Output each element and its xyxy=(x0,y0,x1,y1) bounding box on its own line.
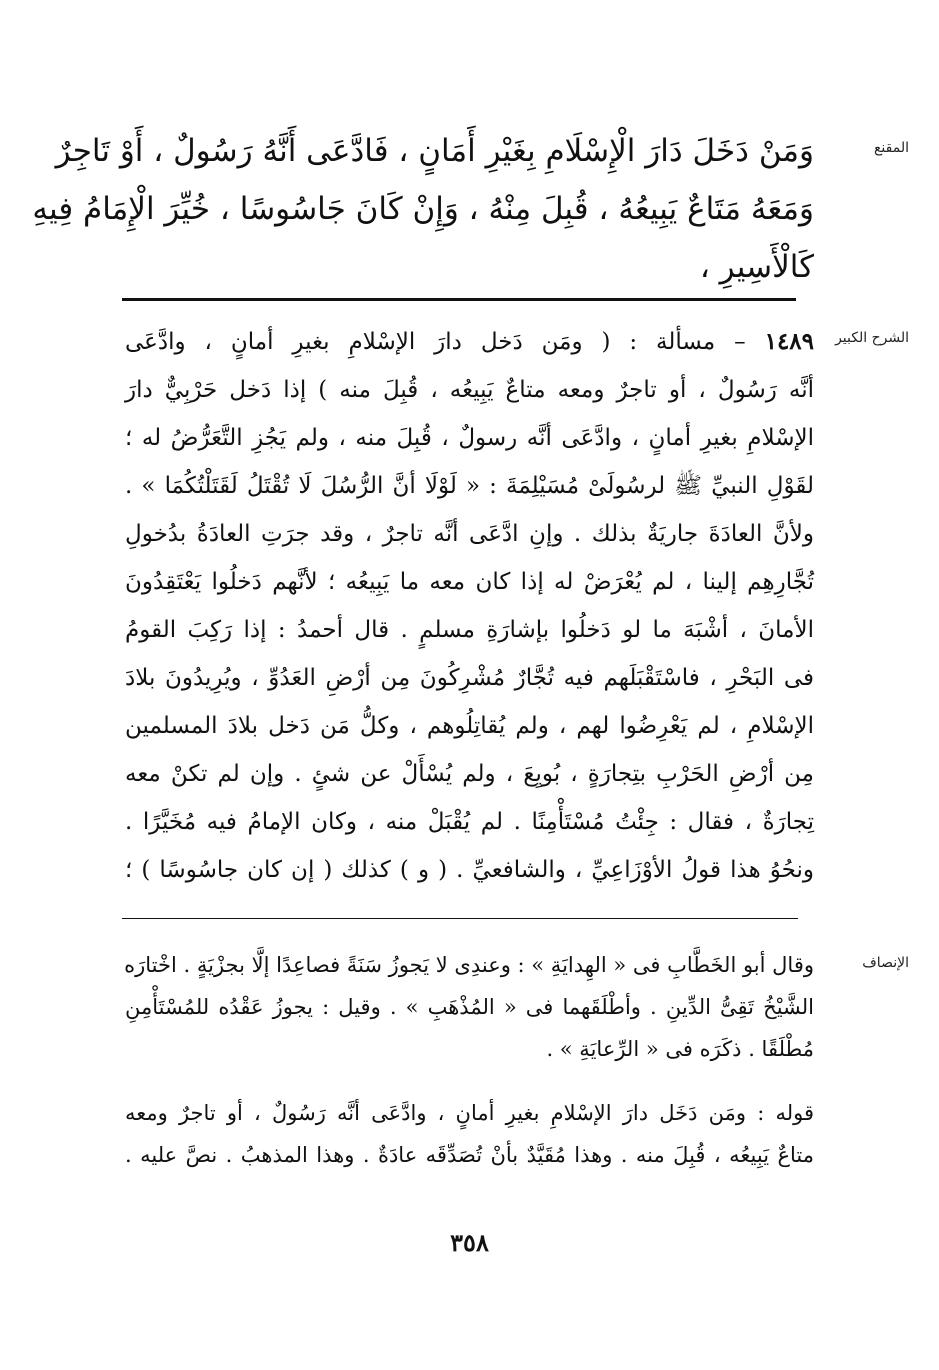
text-line: قوله : ومَن دَخَل دارَ الإسْلامِ بغيرِ أمانٍ ، وادَّعَى أنَّه رَسُولٌ ، أو تاجرٌ ومعه xyxy=(125,1101,814,1125)
insaf-paragraph-2 xyxy=(125,1092,814,1176)
section-label-insaf: الإنصاف xyxy=(862,955,909,971)
page-number: ٣٥٨ xyxy=(450,1228,489,1257)
section-label-muqni: المقنع xyxy=(873,140,909,156)
text-line: لقَوْلِ النبيِّ ﷺ لرسُولَىْ مُسَيْلِمَةَ : « لَوْلَا أنَّ الرُّسُلَ لَا تُقْتَلُ لَقَتَلْتُكُمَا » . xyxy=(125,473,814,499)
text-line: متاعٌ يَبِيعُه ، قُبِلَ منه . وهذا مُقَيَّدٌ بأنْ تُصَدِّقَه عادَةٌ . وهذا المذهبُ . نصَّ عليه . xyxy=(125,1143,814,1167)
text-line: الأمانَ ، أشْبَهَ ما لو دَخلُوا بإشارَةِ مسلمٍ . قال أحمدُ : إذا رَكِبَ القومُ xyxy=(125,617,814,643)
text-line xyxy=(125,318,814,366)
text-line: وقال أبو الخَطَّابِ فى « الهِدايَةِ » : وعندِى لا يَجوزُ سَنَةً فصاعِدًا إلَّا بجزْيَةٍ . اخْتارَه xyxy=(124,953,814,977)
text-line: مِن أرْضِ الحَرْبِ بتِجارَةٍ ، بُويِعَ ، ولم يُسْأَلْ عن شئٍ . وإن لم تكنْ معه xyxy=(125,761,814,787)
section-divider xyxy=(122,918,798,919)
muqni-text xyxy=(32,122,814,296)
text-line: مُطْلَقًا . ذكَرَه فى « الرِّعايَةِ » . xyxy=(546,1037,814,1061)
text-line: تِجارَةٌ ، فقال : جِئْتُ مُسْتَأْمِنًا . لم يُقْبَلْ منه ، وكان الإمامُ فيه مُخَيَّرًا . xyxy=(125,809,814,835)
text-line: تُجَّارِهِم إلينا ، لم يُعْرَضْ له إذا كان معه ما يَبِيعُه ؛ لأنَّهم دَخلُوا يَعْتَقِدُونَ xyxy=(125,569,814,595)
text-line: كَالْأَسِيرِ ، xyxy=(699,249,814,285)
text-line: الإسْلامِ ، لم يَعْرِضُوا لهم ، ولم يُقاتِلُوهم ، وكلُّ مَن دَخل بلادَ المسلمين xyxy=(125,713,814,739)
text-line: ولأنَّ العادَةَ جاريَةٌ بذلك . وإنِ ادَّعَى أنَّه تاجرٌ ، وقد جرَتِ العادَةُ بدُخولِ xyxy=(125,521,814,547)
text-line: وَمَعَهُ مَتَاعٌ يَبِيعُهُ ، قُبِلَ مِنْهُ ، وَإِنْ كَانَ جَاسُوسًا ، خُيِّرَ الْإِمَامُ فِيهِ xyxy=(32,191,814,227)
masala-number: ١٤٨٩ xyxy=(764,328,815,355)
text-line: فى البَحْرِ ، فاسْتَقْبَلَهم فيه تُجَّارٌ مُشْرِكُونَ مِن أرْضِ العَدُوِّ ، ويُرِيدُونَ بلادَ xyxy=(125,665,814,691)
text-line: الشَّيْخُ تَقِىُّ الدِّينِ . وأطْلَقَهما فى « المُذْهَبِ » . وقيل : يجوزُ عَقْدُه للمُسْتَأْمِنِ xyxy=(125,995,814,1019)
section-label-sharh: الشرح الكبير xyxy=(835,330,909,346)
text-line: ونحُوُ هذا قولُ الأوْزَاعِيِّ ، والشافعيِّ . ( و ) كذلك ( إن كان جاسُوسًا ) ؛ xyxy=(125,857,814,883)
text-line: أنَّه رَسُولٌ ، أو تاجرٌ ومعه متاعٌ يَبِيعُه ، قُبِلَ منه ) إذا دَخل حَرْبِيٌّ دارَ xyxy=(125,377,814,403)
insaf-paragraph-1 xyxy=(125,944,814,1070)
section-divider xyxy=(122,298,796,301)
masala-heading: – مسألة : ( ومَن دَخل دارَ الإسْلامِ بغيرِ أمانٍ ، وادَّعَى xyxy=(125,329,746,355)
sharh-text xyxy=(125,318,814,894)
text-line: وَمَنْ دَخَلَ دَارَ الْإِسْلَامِ بِغَيْرِ أَمَانٍ ، فَادَّعَى أَنَّهُ رَسُولٌ ، أَوْ تَاجِرٌ xyxy=(55,133,814,169)
text-line: الإسْلامِ بغيرِ أمانٍ ، وادَّعَى أنَّه رسولٌ ، قُبِلَ منه ، ولم يَجُزِ التَّعَرُّضُ له ؛ xyxy=(125,425,814,451)
